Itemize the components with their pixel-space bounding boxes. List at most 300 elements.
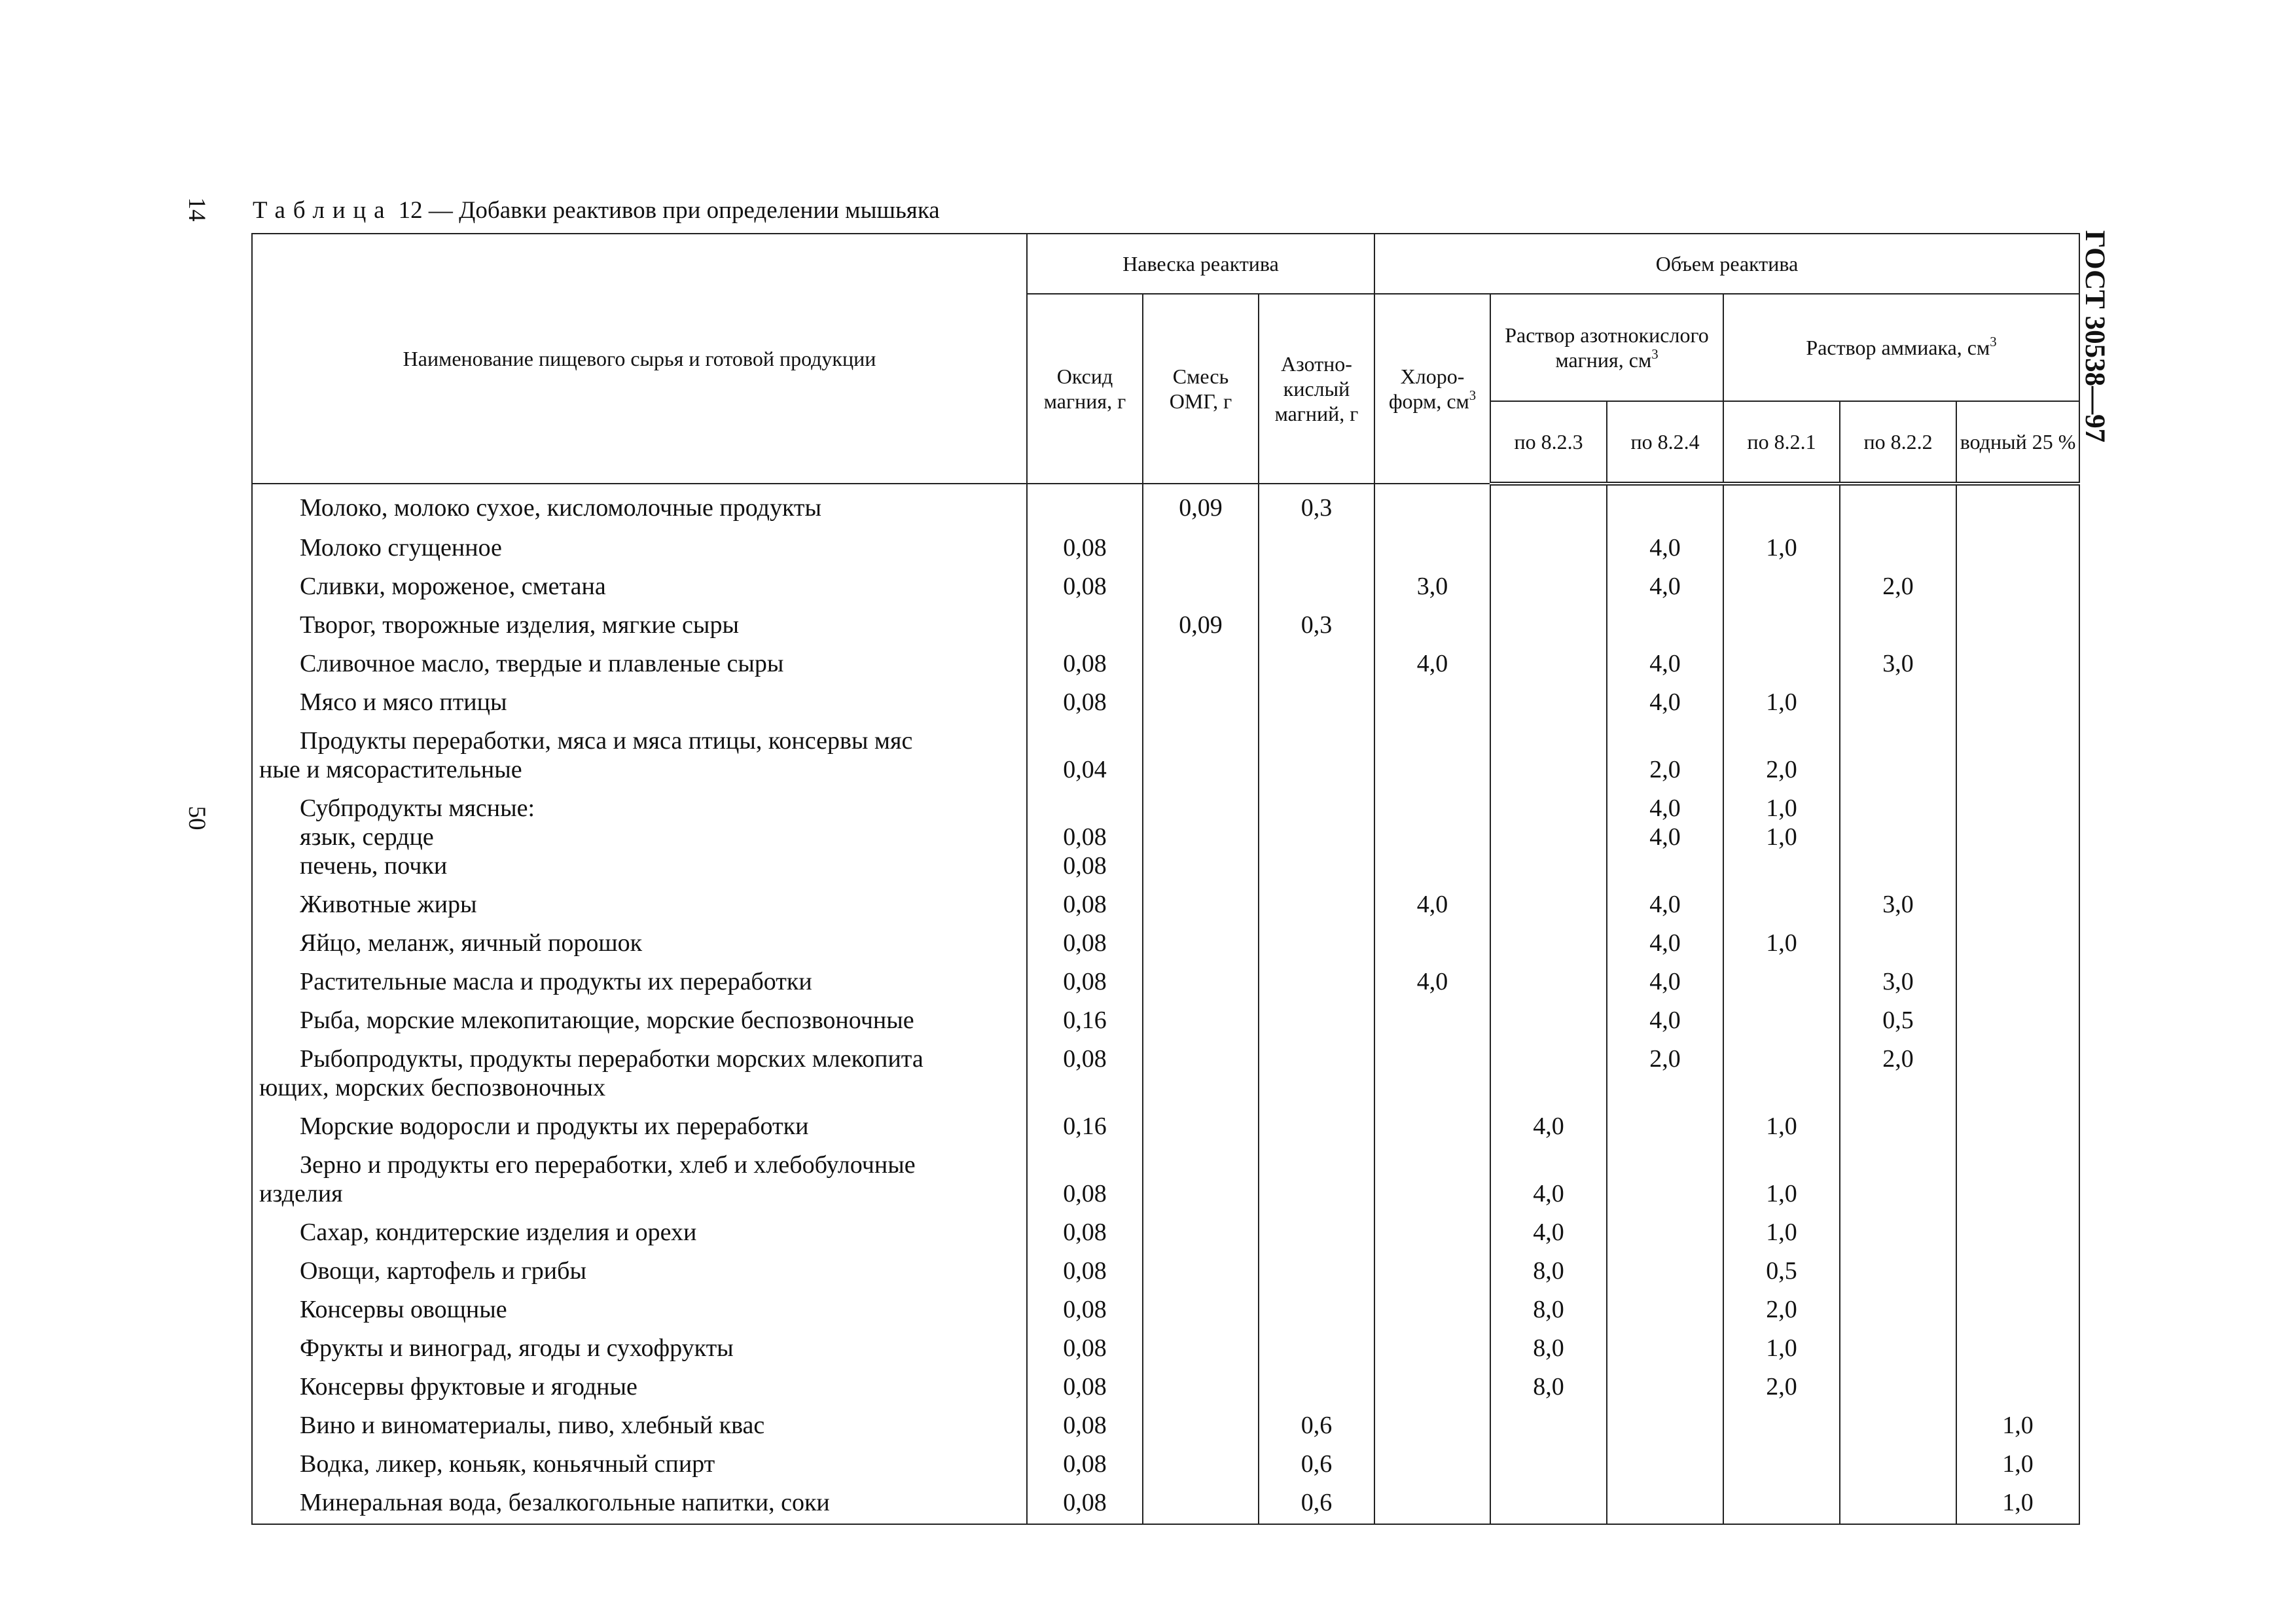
magnesium-oxide-cell xyxy=(1027,1485,1143,1524)
ammonia-aqueous-cell xyxy=(1956,685,2079,723)
product-name-cell xyxy=(252,1215,1027,1253)
ammonia-8-2-1-cell xyxy=(1723,925,1840,964)
value: 0,08 xyxy=(1063,1373,1107,1400)
value-line: 1,0 xyxy=(1766,794,1797,822)
mg-nitrate-8-2-3-cell xyxy=(1490,1109,1607,1147)
header-reagent-mass: Навеска реактива xyxy=(1027,234,1374,294)
value: 4,0 xyxy=(1416,650,1448,677)
value: 8,0 xyxy=(1533,1373,1564,1400)
magnesium-oxide-cell xyxy=(1027,1330,1143,1369)
table-row xyxy=(252,530,2079,569)
value: 0,08 xyxy=(1063,968,1107,995)
mg-nitrate-8-2-4-cell xyxy=(1607,1003,1723,1041)
magnesium-nitrate-cell xyxy=(1259,1330,1374,1369)
ammonia-8-2-1-cell xyxy=(1723,530,1840,569)
ammonia-aqueous-cell xyxy=(1956,1253,2079,1292)
ammonia-aqueous-cell xyxy=(1956,1147,2079,1215)
magnesium-oxide-cell xyxy=(1027,530,1143,569)
ammonia-8-2-2-cell xyxy=(1840,1446,1956,1485)
chloroform-cell xyxy=(1374,791,1490,887)
product-name-line: Молоко, молоко сухое, кисломолочные продукты xyxy=(300,494,822,522)
value: 3,0 xyxy=(1416,573,1448,600)
magnesium-nitrate-cell xyxy=(1259,569,1374,607)
value: 2,0 xyxy=(1882,1045,1914,1073)
omg-mixture-cell xyxy=(1143,1446,1259,1485)
unit-power: 3 xyxy=(1990,334,1997,350)
magnesium-oxide-cell xyxy=(1027,1408,1143,1446)
caption-label: Таблица xyxy=(253,197,393,224)
table-row xyxy=(252,887,2079,925)
product-name-cell xyxy=(252,1330,1027,1369)
ammonia-8-2-1-cell xyxy=(1723,1292,1840,1330)
spacer xyxy=(1028,726,1142,755)
value: 0,08 xyxy=(1063,1045,1107,1073)
product-name-cell xyxy=(252,723,1027,791)
ammonia-8-2-2-cell xyxy=(1840,1330,1956,1369)
ammonia-aqueous-cell xyxy=(1956,1408,2079,1446)
spacer xyxy=(1724,726,1839,755)
page-number-top: 14 xyxy=(183,197,210,222)
magnesium-nitrate-cell xyxy=(1259,1292,1374,1330)
value: 0,08 xyxy=(1063,688,1107,716)
magnesium-oxide-cell xyxy=(1027,1215,1143,1253)
ammonia-8-2-1-cell xyxy=(1723,887,1840,925)
spacer xyxy=(1957,1150,2079,1179)
ammonia-aqueous-cell xyxy=(1956,484,2079,530)
value-line xyxy=(1724,851,1839,880)
ammonia-8-2-2-cell xyxy=(1840,887,1956,925)
value: 0,08 xyxy=(1063,1412,1107,1439)
value: 0,08 xyxy=(1063,1257,1107,1285)
ammonia-aqueous-cell xyxy=(1956,607,2079,646)
header-ammonia-solution xyxy=(1723,294,2079,401)
header-reagent-volume: Объем реактива xyxy=(1374,234,2079,294)
mg-nitrate-8-2-4-cell xyxy=(1607,607,1723,646)
mg-nitrate-8-2-4-cell xyxy=(1607,484,1723,530)
value: 4,0 xyxy=(1649,929,1681,957)
table-row xyxy=(252,1408,2079,1446)
ammonia-aqueous-cell xyxy=(1956,1292,2079,1330)
omg-mixture-cell xyxy=(1143,887,1259,925)
mg-nitrate-8-2-3-cell xyxy=(1490,887,1607,925)
product-name-line: Водка, ликер, коньяк, коньячный спирт xyxy=(300,1450,715,1478)
product-name-cell xyxy=(252,569,1027,607)
chloroform-cell xyxy=(1374,1215,1490,1253)
product-name-line: ющих, морских беспозвоночных xyxy=(259,1074,606,1101)
header-per-8-2-1: по 8.2.1 xyxy=(1723,401,1840,484)
table-row xyxy=(252,1003,2079,1041)
omg-mixture-cell xyxy=(1143,723,1259,791)
product-name-line: Вино и виноматериалы, пиво, хлебный квас xyxy=(300,1412,765,1439)
product-name-line: Сливки, мороженое, сметана xyxy=(300,573,606,600)
ammonia-8-2-1-cell xyxy=(1723,1147,1840,1215)
mg-nitrate-8-2-4-cell xyxy=(1607,925,1723,964)
omg-mixture-cell xyxy=(1143,1109,1259,1147)
value: 1,0 xyxy=(2002,1412,2034,1439)
magnesium-oxide-cell xyxy=(1027,1446,1143,1485)
magnesium-nitrate-cell xyxy=(1259,1147,1374,1215)
omg-mixture-cell xyxy=(1143,925,1259,964)
omg-mixture-cell xyxy=(1143,1485,1259,1524)
ammonia-8-2-2-cell xyxy=(1840,1215,1956,1253)
ammonia-aqueous-cell xyxy=(1956,530,2079,569)
mg-nitrate-8-2-3-cell xyxy=(1490,1147,1607,1215)
value-line: 0,08 xyxy=(1063,852,1107,880)
magnesium-nitrate-cell xyxy=(1259,791,1374,887)
ammonia-8-2-2-cell xyxy=(1840,646,1956,685)
mg-nitrate-8-2-3-cell xyxy=(1490,964,1607,1003)
value: 1,0 xyxy=(1766,1180,1797,1207)
magnesium-oxide-cell xyxy=(1027,723,1143,791)
mg-nitrate-8-2-3-cell xyxy=(1490,530,1607,569)
spacer xyxy=(1491,726,1606,755)
magnesium-nitrate-cell xyxy=(1259,1109,1374,1147)
chloroform-cell xyxy=(1374,1292,1490,1330)
mg-nitrate-8-2-4-cell xyxy=(1607,964,1723,1003)
spacer xyxy=(1375,1150,1490,1179)
magnesium-oxide-cell xyxy=(1027,1147,1143,1215)
table-row xyxy=(252,1253,2079,1292)
magnesium-nitrate-cell xyxy=(1259,1446,1374,1485)
value: 2,0 xyxy=(1882,573,1914,600)
header-per-8-2-3: по 8.2.3 xyxy=(1490,401,1607,484)
product-name-line: Субпродукты мясные: xyxy=(300,794,535,822)
unit-power: 3 xyxy=(1651,347,1659,363)
magnesium-oxide-cell xyxy=(1027,1369,1143,1408)
omg-mixture-cell xyxy=(1143,530,1259,569)
ammonia-aqueous-cell xyxy=(1956,964,2079,1003)
omg-mixture-cell xyxy=(1143,1369,1259,1408)
table-row xyxy=(252,723,2079,791)
value-line: 4,0 xyxy=(1649,823,1681,851)
ammonia-8-2-2-cell xyxy=(1840,1408,1956,1446)
value: 2,0 xyxy=(1766,1373,1797,1400)
spacer xyxy=(1724,1150,1839,1179)
magnesium-oxide-cell xyxy=(1027,1041,1143,1109)
product-name-cell xyxy=(252,1003,1027,1041)
chloroform-cell xyxy=(1374,646,1490,685)
spacer xyxy=(1028,1150,1142,1179)
product-name-cell xyxy=(252,1485,1027,1524)
value: 1,0 xyxy=(1766,688,1797,716)
mg-nitrate-8-2-3-cell xyxy=(1490,925,1607,964)
reagents-table xyxy=(251,233,2080,1525)
magnesium-nitrate-cell xyxy=(1259,964,1374,1003)
ammonia-8-2-2-cell xyxy=(1840,1041,1956,1109)
ammonia-8-2-2-cell xyxy=(1840,1109,1956,1147)
value: 0,16 xyxy=(1063,1007,1107,1034)
magnesium-nitrate-cell xyxy=(1259,723,1374,791)
ammonia-8-2-1-cell xyxy=(1723,484,1840,530)
magnesium-nitrate-cell xyxy=(1259,530,1374,569)
ammonia-aqueous-cell xyxy=(1956,1109,2079,1147)
value: 3,0 xyxy=(1882,650,1914,677)
omg-mixture-cell xyxy=(1143,1292,1259,1330)
mg-nitrate-8-2-3-cell xyxy=(1490,685,1607,723)
value: 4,0 xyxy=(1649,573,1681,600)
chloroform-cell xyxy=(1374,1147,1490,1215)
ammonia-8-2-1-cell xyxy=(1723,1253,1840,1292)
value: 0,5 xyxy=(1766,1257,1797,1285)
ammonia-8-2-1-cell xyxy=(1723,723,1840,791)
magnesium-nitrate-cell xyxy=(1259,646,1374,685)
value-line xyxy=(1028,794,1142,823)
product-name-cell xyxy=(252,1446,1027,1485)
product-name-line: Яйцо, меланж, яичный порошок xyxy=(300,929,643,957)
ammonia-8-2-2-cell xyxy=(1840,925,1956,964)
chloroform-cell xyxy=(1374,530,1490,569)
magnesium-nitrate-cell xyxy=(1259,887,1374,925)
chloroform-cell xyxy=(1374,925,1490,964)
chloroform-cell xyxy=(1374,1369,1490,1408)
value-line: 4,0 xyxy=(1649,794,1681,822)
product-name-cell xyxy=(252,607,1027,646)
header-mg-nitrate-solution xyxy=(1490,294,1723,401)
ammonia-8-2-1-cell xyxy=(1723,1369,1840,1408)
product-name-line: Молоко сгущенное xyxy=(300,534,502,562)
mg-nitrate-8-2-3-cell xyxy=(1490,1446,1607,1485)
product-name-line: Фрукты и виноград, ягоды и сухофрукты xyxy=(300,1334,734,1362)
value: 4,0 xyxy=(1533,1113,1564,1140)
ammonia-aqueous-cell xyxy=(1956,1003,2079,1041)
product-name-cell xyxy=(252,925,1027,964)
unit-power: 3 xyxy=(1469,388,1477,404)
product-name-line: Овощи, картофель и грибы xyxy=(300,1257,586,1285)
product-name-line: Минеральная вода, безалкогольные напитки, соки xyxy=(300,1489,830,1516)
mg-nitrate-8-2-3-cell xyxy=(1490,607,1607,646)
value: 8,0 xyxy=(1533,1257,1564,1285)
mg-nitrate-8-2-3-cell xyxy=(1490,1369,1607,1408)
magnesium-oxide-cell xyxy=(1027,569,1143,607)
magnesium-nitrate-cell xyxy=(1259,925,1374,964)
magnesium-oxide-cell xyxy=(1027,791,1143,887)
product-name-line: Сливочное масло, твердые и плавленые сыры xyxy=(300,650,784,677)
value: 4,0 xyxy=(1649,1007,1681,1034)
ammonia-8-2-2-cell xyxy=(1840,723,1956,791)
ammonia-8-2-1-cell xyxy=(1723,685,1840,723)
value: 0,08 xyxy=(1063,1334,1107,1362)
product-name-line: Мясо и мясо птицы xyxy=(300,688,507,716)
mg-nitrate-8-2-4-cell xyxy=(1607,1147,1723,1215)
mg-nitrate-8-2-4-cell xyxy=(1607,685,1723,723)
value: 4,0 xyxy=(1533,1219,1564,1246)
product-name-cell xyxy=(252,1292,1027,1330)
ammonia-8-2-2-cell xyxy=(1840,1485,1956,1524)
mg-nitrate-8-2-4-cell xyxy=(1607,1369,1723,1408)
chloroform-cell xyxy=(1374,607,1490,646)
omg-mixture-cell xyxy=(1143,791,1259,887)
mg-nitrate-8-2-3-cell xyxy=(1490,1330,1607,1369)
header-omg-mixture: Смесь ОМГ, г xyxy=(1143,294,1259,484)
mg-nitrate-8-2-3-cell xyxy=(1490,1485,1607,1524)
product-name-line: ные и мясорастительные xyxy=(259,756,522,783)
mg-nitrate-8-2-3-cell xyxy=(1490,1215,1607,1253)
mg-nitrate-8-2-4-cell xyxy=(1607,530,1723,569)
spacer xyxy=(1607,726,1723,755)
product-name-cell xyxy=(252,1109,1027,1147)
chloroform-cell xyxy=(1374,964,1490,1003)
value: 1,0 xyxy=(2002,1489,2034,1516)
mg-nitrate-8-2-3-cell xyxy=(1490,1041,1607,1109)
value: 0,04 xyxy=(1063,756,1107,783)
mg-nitrate-8-2-3-cell xyxy=(1490,646,1607,685)
product-name-cell xyxy=(252,685,1027,723)
ammonia-8-2-1-cell xyxy=(1723,569,1840,607)
magnesium-oxide-cell xyxy=(1027,607,1143,646)
header-product-name: Наименование пищевого сырья и готовой продукции xyxy=(252,234,1027,484)
product-name-cell xyxy=(252,1369,1027,1408)
ammonia-8-2-1-cell xyxy=(1723,1109,1840,1147)
value: 3,0 xyxy=(1882,891,1914,918)
ammonia-8-2-1-cell xyxy=(1723,607,1840,646)
value: 3,0 xyxy=(1882,968,1914,995)
header-aqueous-25: водный 25 % xyxy=(1956,401,2079,484)
ammonia-aqueous-cell xyxy=(1956,1330,2079,1369)
magnesium-oxide-cell xyxy=(1027,484,1143,530)
ammonia-8-2-2-cell xyxy=(1840,685,1956,723)
ammonia-8-2-2-cell xyxy=(1840,964,1956,1003)
value: 4,0 xyxy=(1533,1180,1564,1207)
value: 8,0 xyxy=(1533,1334,1564,1362)
ammonia-aqueous-cell xyxy=(1956,1215,2079,1253)
value: 4,0 xyxy=(1649,650,1681,677)
table-row xyxy=(252,607,2079,646)
value: 2,0 xyxy=(1766,1296,1797,1323)
ammonia-aqueous-cell xyxy=(1956,1446,2079,1485)
mg-nitrate-8-2-4-cell xyxy=(1607,1253,1723,1292)
value: 0,16 xyxy=(1063,1113,1107,1140)
table-row xyxy=(252,484,2079,530)
magnesium-oxide-cell xyxy=(1027,887,1143,925)
table-row xyxy=(252,1485,2079,1524)
spacer xyxy=(1840,726,1956,755)
chloroform-cell xyxy=(1374,484,1490,530)
chloroform-cell xyxy=(1374,723,1490,791)
header-per-8-2-4: по 8.2.4 xyxy=(1607,401,1723,484)
product-name-cell xyxy=(252,1253,1027,1292)
value: 0,09 xyxy=(1179,611,1223,639)
value: 0,08 xyxy=(1063,1296,1107,1323)
product-name-cell xyxy=(252,1041,1027,1109)
mg-nitrate-8-2-3-cell xyxy=(1490,791,1607,887)
ammonia-8-2-2-cell xyxy=(1840,530,1956,569)
value: 0,5 xyxy=(1882,1007,1914,1034)
spacer xyxy=(1143,726,1258,755)
ammonia-8-2-1-cell xyxy=(1723,1003,1840,1041)
mg-nitrate-8-2-4-cell xyxy=(1607,887,1723,925)
spacer xyxy=(1607,1150,1723,1179)
chloroform-cell xyxy=(1374,1446,1490,1485)
product-name-cell xyxy=(252,484,1027,530)
header-chloroform xyxy=(1374,294,1490,484)
magnesium-nitrate-cell xyxy=(1259,1369,1374,1408)
table-row xyxy=(252,1041,2079,1109)
product-name-line: Творог, творожные изделия, мягкие сыры xyxy=(300,611,739,639)
header-mg-nitrate-solution-text: Раствор азотнокислого магния, см xyxy=(1505,323,1709,372)
chloroform-cell xyxy=(1374,887,1490,925)
mg-nitrate-8-2-3-cell xyxy=(1490,1408,1607,1446)
ammonia-8-2-2-cell xyxy=(1840,1253,1956,1292)
ammonia-8-2-2-cell xyxy=(1840,1147,1956,1215)
value: 0,08 xyxy=(1063,1450,1107,1478)
table-row xyxy=(252,1215,2079,1253)
ammonia-8-2-1-cell xyxy=(1723,1041,1840,1109)
header-ammonia-solution-text: Раствор аммиака, см xyxy=(1806,336,1990,359)
table-row xyxy=(252,569,2079,607)
chloroform-cell xyxy=(1374,1109,1490,1147)
table-caption xyxy=(253,191,940,230)
mg-nitrate-8-2-4-cell xyxy=(1607,1446,1723,1485)
value: 4,0 xyxy=(1649,891,1681,918)
ammonia-8-2-1-cell xyxy=(1723,1408,1840,1446)
mg-nitrate-8-2-4-cell xyxy=(1607,646,1723,685)
chloroform-cell xyxy=(1374,1003,1490,1041)
value: 0,08 xyxy=(1063,929,1107,957)
mg-nitrate-8-2-4-cell xyxy=(1607,569,1723,607)
value: 1,0 xyxy=(1766,1113,1797,1140)
magnesium-oxide-cell xyxy=(1027,1292,1143,1330)
ammonia-8-2-2-cell xyxy=(1840,1292,1956,1330)
magnesium-oxide-cell xyxy=(1027,685,1143,723)
product-name-cell xyxy=(252,1147,1027,1215)
magnesium-oxide-cell xyxy=(1027,646,1143,685)
value: 0,08 xyxy=(1063,1180,1107,1207)
ammonia-aqueous-cell xyxy=(1956,1369,2079,1408)
magnesium-nitrate-cell xyxy=(1259,1003,1374,1041)
spacer xyxy=(1491,1150,1606,1179)
ammonia-8-2-1-cell xyxy=(1723,791,1840,887)
ammonia-8-2-1-cell xyxy=(1723,1485,1840,1524)
product-name-cell xyxy=(252,530,1027,569)
ammonia-aqueous-cell xyxy=(1956,925,2079,964)
value: 1,0 xyxy=(1766,929,1797,957)
mg-nitrate-8-2-4-cell xyxy=(1607,1485,1723,1524)
value: 4,0 xyxy=(1649,968,1681,995)
mg-nitrate-8-2-4-cell xyxy=(1607,1215,1723,1253)
product-name-line: изделия xyxy=(259,1180,343,1207)
standard-designation: ГОСТ 30538—97 xyxy=(2079,230,2110,443)
chloroform-cell xyxy=(1374,1253,1490,1292)
omg-mixture-cell xyxy=(1143,607,1259,646)
value: 2,0 xyxy=(1766,756,1797,783)
chloroform-cell xyxy=(1374,569,1490,607)
spacer xyxy=(1259,726,1374,755)
magnesium-oxide-cell xyxy=(1027,1253,1143,1292)
header-magnesium-nitrate: Азотнокислый магний, г xyxy=(1259,294,1374,484)
value: 0,08 xyxy=(1063,650,1107,677)
product-name-cell xyxy=(252,1408,1027,1446)
magnesium-nitrate-cell xyxy=(1259,607,1374,646)
chloroform-cell xyxy=(1374,1330,1490,1369)
ammonia-aqueous-cell xyxy=(1956,1041,2079,1109)
mg-nitrate-8-2-4-cell xyxy=(1607,1408,1723,1446)
magnesium-nitrate-cell xyxy=(1259,1485,1374,1524)
product-name-line: Рыбопродукты, продукты переработки морских млекопита xyxy=(300,1045,924,1073)
mg-nitrate-8-2-4-cell xyxy=(1607,791,1723,887)
ammonia-8-2-2-cell xyxy=(1840,1003,1956,1041)
omg-mixture-cell xyxy=(1143,484,1259,530)
header-per-8-2-2: по 8.2.2 xyxy=(1840,401,1956,484)
value: 0,09 xyxy=(1179,494,1223,522)
omg-mixture-cell xyxy=(1143,1041,1259,1109)
table-row xyxy=(252,925,2079,964)
product-name-line: Консервы овощные xyxy=(300,1296,507,1323)
value: 8,0 xyxy=(1533,1296,1564,1323)
value: 0,3 xyxy=(1300,611,1333,639)
ammonia-aqueous-cell xyxy=(1956,723,2079,791)
product-name-cell xyxy=(252,964,1027,1003)
omg-mixture-cell xyxy=(1143,1147,1259,1215)
